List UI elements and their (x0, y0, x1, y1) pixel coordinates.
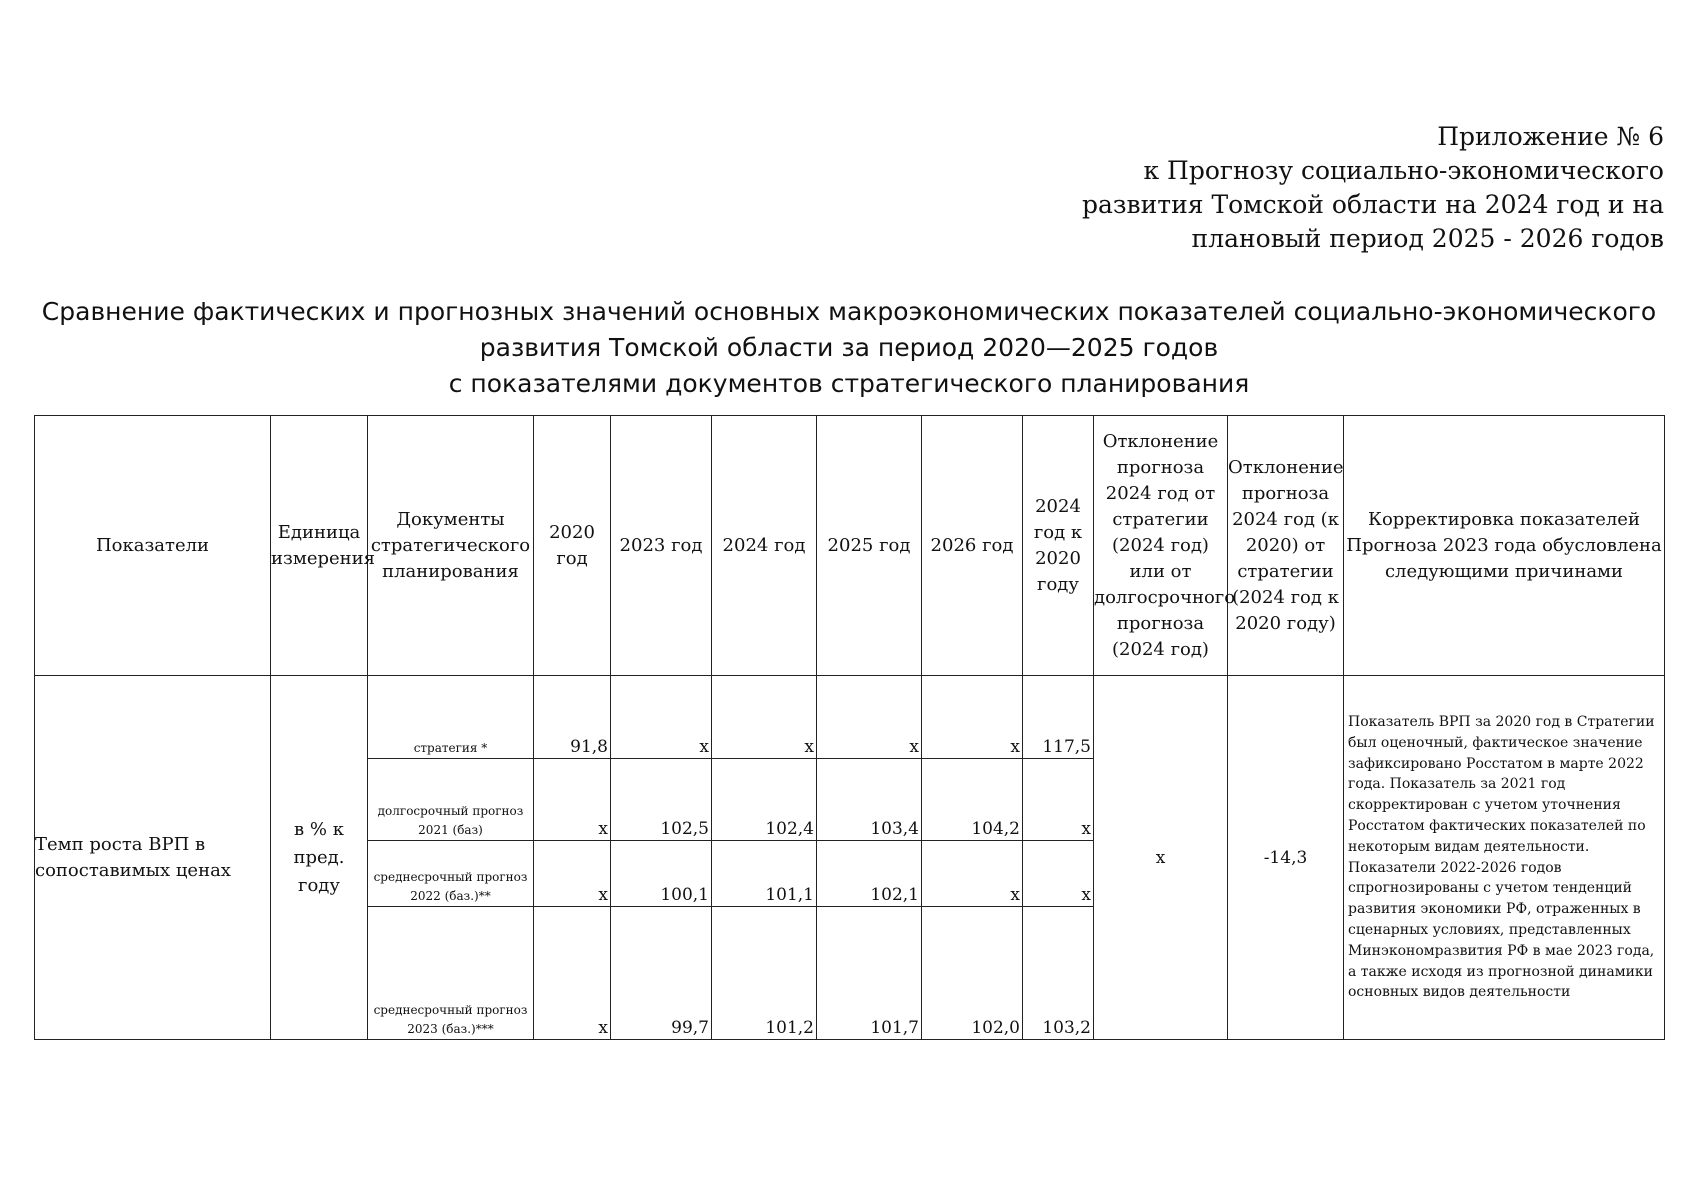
appendix-line-4: плановый период 2025 - 2026 годов (1191, 224, 1664, 253)
comparison-table (34, 415, 1665, 1040)
value-2024: 101,2 (712, 907, 817, 1040)
doc-cell: долгосрочный прогноз 2021 (баз) (368, 759, 534, 841)
header-reasons: Корректировка показателей Прогноза 2023 года обусловлена следующими причинами (1344, 416, 1665, 676)
header-indicator: Показатели (35, 416, 271, 676)
value-2025: 103,4 (817, 759, 922, 841)
value-2026: х (922, 841, 1023, 907)
unit-cell: в % к пред. году (271, 676, 368, 1040)
value-2024: 102,4 (712, 759, 817, 841)
indicator-cell: Темп роста ВРП в сопоставимых ценах (35, 676, 271, 1040)
title-line-3: с показателями документов стратегического планирования (448, 369, 1250, 398)
title-line-2: развития Томской области за период 2020—2025 годов (479, 333, 1219, 362)
value-2025: 102,1 (817, 841, 922, 907)
value-2020: х (534, 841, 611, 907)
header-deviation-strategy: Отклонение прогноза 2024 год от стратегии (2024 год) или от долгосрочного прогноза (2024 год) (1094, 416, 1228, 676)
value-2020: х (534, 759, 611, 841)
reasons-cell: Показатель ВРП за 2020 год в Стратегии был оценочный, фактическое значение зафиксировано Росстатом в марте 2022 года. Показатель за 2021 год скорректирован с учетом уточнения Росстатом фактических показателей по некоторым видам деятельности. Показатели 2022-2026 годов спрогнозированы с учетом тенденций развития экономики РФ, отраженных в сценарных условиях, представленных Минэкономразвития РФ в мае 2023 года, а также исходя из прогнозной динамики основных видов деятельности (1344, 676, 1665, 1040)
doc-cell: стратегия * (368, 676, 534, 759)
value-2023: 100,1 (611, 841, 712, 907)
value-2024: 101,1 (712, 841, 817, 907)
table-row (35, 676, 1665, 759)
value-2020: х (534, 907, 611, 1040)
value-2024-to-2020: х (1023, 841, 1094, 907)
header-documents: Документы стратегического планирования (368, 416, 534, 676)
deviation-2020-cell: -14,3 (1228, 676, 1344, 1040)
title-line-1: Сравнение фактических и прогнозных значений основных макроэкономических показателей социально-экономического (41, 297, 1657, 326)
appendix-line-3: развития Томской области на 2024 год и на (1081, 190, 1664, 219)
appendix-line-2: к Прогнозу социально-экономического (1143, 156, 1664, 185)
value-2024-to-2020: х (1023, 759, 1094, 841)
header-2026: 2026 год (922, 416, 1023, 676)
header-2024: 2024 год (712, 416, 817, 676)
deviation-strategy-cell: х (1094, 676, 1228, 1040)
value-2024-to-2020: 103,2 (1023, 907, 1094, 1040)
value-2025: 101,7 (817, 907, 922, 1040)
header-2020: 2020 год (534, 416, 611, 676)
header-2025: 2025 год (817, 416, 922, 676)
value-2020: 91,8 (534, 676, 611, 759)
value-2026: 102,0 (922, 907, 1023, 1040)
appendix-header (1082, 120, 1664, 256)
value-2024: х (712, 676, 817, 759)
value-2025: х (817, 676, 922, 759)
doc-cell: среднесрочный прогноз 2022 (баз.)** (368, 841, 534, 907)
value-2026: х (922, 676, 1023, 759)
value-2024-to-2020: 117,5 (1023, 676, 1094, 759)
table-header-row (35, 416, 1665, 676)
value-2026: 104,2 (922, 759, 1023, 841)
header-2023: 2023 год (611, 416, 712, 676)
document-title (34, 294, 1664, 402)
doc-cell: среднесрочный прогноз 2023 (баз.)*** (368, 907, 534, 1040)
value-2023: х (611, 676, 712, 759)
header-deviation-2020: Отклонение прогноза 2024 год (к 2020) от стратегии (2024 год к 2020 году) (1228, 416, 1344, 676)
header-2024-to-2020: 2024 год к 2020 году (1023, 416, 1094, 676)
header-unit: Единица измерения (271, 416, 368, 676)
value-2023: 99,7 (611, 907, 712, 1040)
value-2023: 102,5 (611, 759, 712, 841)
appendix-line-1: Приложение № 6 (1437, 122, 1664, 151)
